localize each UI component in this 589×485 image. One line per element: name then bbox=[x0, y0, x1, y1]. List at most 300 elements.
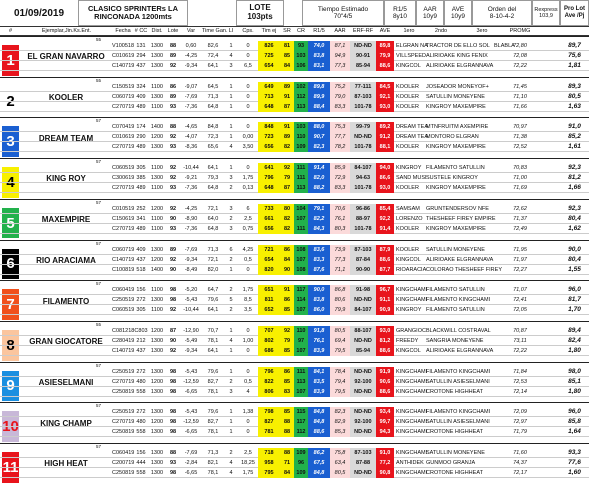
cell-cc: 480 bbox=[136, 378, 146, 385]
entry-number: 3 bbox=[2, 126, 19, 157]
column-header[interactable]: 2ndo bbox=[434, 28, 448, 34]
cell-cps: 0 bbox=[246, 165, 250, 172]
cell-sr: 91 bbox=[280, 92, 294, 102]
column-header[interactable]: AVE bbox=[379, 28, 391, 34]
cell-li: 4 bbox=[229, 460, 233, 466]
cell-prolot: 1,60 bbox=[568, 469, 581, 476]
cell-ave: 87,9 bbox=[376, 245, 394, 255]
column-header[interactable]: CR bbox=[297, 28, 305, 34]
race-row[interactable] bbox=[0, 336, 589, 346]
cell-tgan: 64,8 bbox=[207, 185, 219, 192]
cell-cps: 0,75 bbox=[242, 225, 254, 232]
horse-name[interactable]: EL GRAN NAVARRO bbox=[27, 52, 105, 62]
cell-first: KINGCHAMI bbox=[396, 429, 428, 436]
cell-aar: 82,3 bbox=[330, 407, 350, 417]
horse-name[interactable]: RIO ARACIAMA bbox=[36, 255, 96, 265]
cell-cr: 112 bbox=[294, 427, 308, 437]
cell-second: SATULLIN MONEYENE bbox=[426, 246, 485, 253]
cell-li: 1 bbox=[229, 327, 233, 334]
horse-name[interactable]: GRAN GIOCATORE bbox=[29, 337, 103, 347]
cell-cps: 1,38 bbox=[242, 409, 254, 416]
cell-lote: 98 bbox=[169, 419, 177, 426]
cell-third: BLABLA bbox=[494, 43, 515, 49]
cell-fecha: C150519 bbox=[112, 83, 135, 90]
cell-cr: 93 bbox=[294, 41, 308, 51]
cell-var: -7,69 bbox=[184, 246, 198, 253]
cell-sr: 91 bbox=[280, 285, 294, 295]
column-header[interactable]: R1/5 bbox=[313, 28, 325, 34]
race-row[interactable] bbox=[0, 448, 589, 458]
cell-lote: 89 bbox=[169, 93, 177, 100]
horse-name[interactable]: KING ROY bbox=[46, 174, 86, 184]
cell-second: THESHEEF FIREY EMPIRE bbox=[426, 215, 496, 222]
cell-cc: 558 bbox=[136, 470, 146, 476]
cell-fecha: C010619 bbox=[112, 134, 135, 141]
cell-third bbox=[492, 245, 506, 255]
cell-tgan: 64,0 bbox=[207, 215, 219, 222]
cell-lote: 98 bbox=[169, 409, 177, 416]
cell-erf: 92-100 bbox=[350, 377, 376, 387]
race-row[interactable] bbox=[0, 427, 589, 437]
cell-r15: 82,2 bbox=[308, 214, 330, 224]
cell-tgan: 79,6 bbox=[207, 409, 219, 416]
cell-prolot: 80,4 bbox=[568, 255, 581, 263]
cell-cps: 0,5 bbox=[244, 256, 252, 263]
race-title-line2: RINCONADA 1200mts bbox=[94, 12, 172, 21]
cell-erf: 90-91 bbox=[350, 51, 376, 61]
cell-cc: 437 bbox=[136, 63, 146, 69]
cell-timej: 648 bbox=[258, 183, 280, 193]
cell-cps: 2,5 bbox=[244, 215, 252, 222]
r15-value: 8y10 bbox=[392, 13, 408, 20]
cell-third bbox=[492, 183, 506, 193]
horse-name[interactable]: DREAM TEAM bbox=[38, 133, 94, 143]
cell-r15: 86,2 bbox=[308, 448, 330, 458]
cell-erf: 90-90 bbox=[350, 265, 376, 275]
cell-second: SANGRIA MONEYENE bbox=[426, 337, 484, 344]
prolot-value: Ave /Pj bbox=[564, 13, 585, 19]
cell-r15: 83,6 bbox=[308, 245, 330, 255]
cell-first: KINGCOL bbox=[396, 347, 421, 354]
race-row[interactable] bbox=[0, 458, 589, 468]
cell-r15: 76,1 bbox=[308, 336, 330, 346]
cell-cps: 0,5 bbox=[244, 378, 252, 385]
cell-lote: 98 bbox=[169, 287, 177, 294]
cell-tgan: 78,1 bbox=[207, 429, 219, 436]
race-row[interactable] bbox=[0, 346, 589, 356]
entry-group bbox=[0, 280, 589, 321]
cell-prolot: 85,1 bbox=[568, 377, 581, 385]
race-row[interactable] bbox=[0, 387, 589, 397]
cell-erf: 87-103 bbox=[350, 245, 376, 255]
lote-label: LOTE bbox=[249, 3, 271, 13]
cell-aar: 75,3 bbox=[330, 122, 350, 132]
cell-ave: 87,7 bbox=[376, 265, 394, 275]
cell-second: FILAMENTO SATULLIN bbox=[426, 287, 485, 294]
cell-cr: 109 bbox=[294, 468, 308, 478]
cell-ave: 88,6 bbox=[376, 346, 394, 356]
cell-sr: 84 bbox=[280, 61, 294, 71]
race-row[interactable] bbox=[0, 326, 589, 336]
cell-third bbox=[492, 173, 506, 183]
cell-sr: 84 bbox=[280, 255, 294, 265]
cell-third bbox=[492, 377, 506, 387]
cell-sr: 88 bbox=[280, 448, 294, 458]
column-header[interactable]: # bbox=[8, 28, 13, 34]
cell-erf: 87-103 bbox=[350, 92, 376, 102]
orden-box bbox=[472, 0, 532, 26]
race-row[interactable] bbox=[0, 102, 589, 112]
cell-cr: 103 bbox=[294, 122, 308, 132]
race-row[interactable] bbox=[0, 214, 589, 224]
cell-erf: 87-84 bbox=[350, 255, 376, 265]
cell-li: 1 bbox=[229, 429, 233, 436]
cell-second: ALIRIOAKE ELGRANNAVA bbox=[426, 63, 494, 69]
cell-li: 4 bbox=[229, 53, 233, 59]
cell-ave: 88,1 bbox=[376, 142, 394, 152]
column-header[interactable]: SR bbox=[283, 28, 291, 34]
cell-timej: 648 bbox=[258, 102, 280, 112]
cell-first: DREAM TEA bbox=[396, 124, 428, 131]
cell-sr: 87 bbox=[280, 102, 294, 112]
entry-group bbox=[0, 362, 589, 403]
cell-lote: 93 bbox=[169, 460, 177, 466]
lote-value: 103pts bbox=[247, 12, 273, 21]
cell-var: -7,69 bbox=[184, 450, 198, 456]
cell-erf: ND-ND bbox=[350, 132, 376, 142]
cell-sr: 84 bbox=[280, 468, 294, 478]
cell-tgan: 64,8 bbox=[207, 225, 219, 232]
cell-fecha: C250819 bbox=[112, 388, 135, 395]
cell-cps: 0 bbox=[246, 368, 250, 375]
cell-prolot: 1,66 bbox=[568, 184, 581, 192]
cell-sr: 87 bbox=[280, 183, 294, 193]
cell-aar: 76,1 bbox=[330, 214, 350, 224]
cell-promg: 72,80 bbox=[513, 43, 527, 49]
cell-ave: 86,6 bbox=[376, 173, 394, 183]
cell-prolot: 92,3 bbox=[568, 204, 581, 212]
cell-sr: 89 bbox=[280, 132, 294, 142]
entry-group bbox=[0, 199, 589, 240]
cell-prolot: 96,0 bbox=[568, 286, 581, 294]
cell-timej: 652 bbox=[258, 305, 280, 315]
cell-timej: 686 bbox=[258, 346, 280, 356]
cell-lote: 93 bbox=[169, 103, 177, 110]
cell-dist: 1300 bbox=[150, 460, 164, 466]
cell-lote: 92 bbox=[169, 175, 177, 182]
cell-lote: 87 bbox=[169, 327, 177, 334]
cell-dist: 1300 bbox=[150, 388, 164, 395]
race-row[interactable] bbox=[0, 255, 589, 265]
race-row[interactable] bbox=[0, 224, 589, 234]
horse-name[interactable]: ASIESELMANI bbox=[38, 377, 94, 387]
cell-fecha: C270719 bbox=[112, 103, 135, 110]
race-row[interactable] bbox=[0, 285, 589, 295]
cell-tgan: 64,8 bbox=[207, 103, 219, 110]
race-row[interactable] bbox=[0, 92, 589, 102]
cell-aar: 79,0 bbox=[330, 92, 350, 102]
cell-first: KINGCOL bbox=[396, 63, 421, 69]
race-row[interactable] bbox=[0, 265, 589, 275]
cell-fecha: V100518 bbox=[112, 43, 135, 49]
cell-cc: 272 bbox=[136, 297, 146, 304]
cell-aar: 79,9 bbox=[330, 305, 350, 315]
cell-lote: 90 bbox=[169, 266, 177, 273]
cell-r15: 88,2 bbox=[308, 183, 330, 193]
race-row[interactable] bbox=[0, 204, 589, 214]
rexpress-label: Rexpress bbox=[534, 6, 558, 13]
cell-cps: 0 bbox=[246, 83, 250, 90]
cell-var: -9,34 bbox=[184, 347, 198, 354]
cell-promg: 71,97 bbox=[513, 256, 527, 263]
cell-third bbox=[492, 51, 506, 61]
cell-dist: 1200 bbox=[150, 256, 164, 263]
prolot-label: Pro Lot bbox=[564, 6, 585, 13]
cell-tgan: 64,7 bbox=[207, 287, 219, 294]
cell-third bbox=[492, 417, 506, 427]
cell-aar: 79,5 bbox=[330, 387, 350, 397]
column-header[interactable]: Dist. bbox=[151, 28, 163, 34]
race-row[interactable] bbox=[0, 295, 589, 305]
race-row[interactable] bbox=[0, 41, 589, 51]
cell-r15: 74,0 bbox=[308, 41, 330, 51]
cell-second: COLORAO THESHEEF FIREY bbox=[426, 266, 502, 273]
cell-li: 3 bbox=[229, 388, 233, 395]
cell-first: ANTHIDEK bbox=[396, 460, 424, 466]
race-row[interactable] bbox=[0, 173, 589, 183]
column-header[interactable]: # CC bbox=[134, 28, 148, 34]
cell-r15: 79,1 bbox=[308, 204, 330, 214]
cell-timej: 848 bbox=[258, 122, 280, 132]
cell-third bbox=[492, 82, 506, 92]
cell-second: SATULLIN ASIESELMANI bbox=[426, 378, 490, 385]
cell-lote: 98 bbox=[169, 429, 177, 436]
cell-lote: 92 bbox=[169, 63, 177, 69]
cell-aar: 80,3 bbox=[330, 224, 350, 234]
horse-name[interactable]: KING CHAMP bbox=[40, 418, 92, 428]
column-header[interactable]: 1ero bbox=[403, 28, 415, 34]
column-header[interactable]: Fecha bbox=[115, 28, 131, 34]
cell-timej: 656 bbox=[258, 142, 280, 152]
cell-second: CROTONE HIGHHEAT bbox=[426, 388, 483, 395]
cell-second: FILAMENTO KINGCHAMI bbox=[426, 409, 491, 416]
race-row[interactable] bbox=[0, 407, 589, 417]
horse-name[interactable]: HIGH HEAT bbox=[44, 459, 88, 469]
race-row[interactable] bbox=[0, 367, 589, 377]
cell-aar: 85,3 bbox=[330, 427, 350, 437]
race-row[interactable] bbox=[0, 142, 589, 152]
column-header[interactable]: Cps. bbox=[242, 28, 254, 34]
cell-li: 6 bbox=[229, 246, 233, 253]
cell-cc: 385 bbox=[136, 175, 146, 182]
cell-second: FILAMENTO SATULLIN bbox=[426, 307, 485, 314]
cell-second: CROTONE HIGHHEAT bbox=[426, 429, 483, 436]
cell-tgan: 72,4 bbox=[207, 53, 219, 59]
cell-ave: 96,7 bbox=[376, 285, 394, 295]
cell-erf: 101-78 bbox=[350, 142, 376, 152]
cell-aar: 80,5 bbox=[330, 326, 350, 336]
race-row[interactable] bbox=[0, 61, 589, 71]
cell-first: KINGROY bbox=[396, 165, 422, 172]
cell-r15: 83,5 bbox=[308, 377, 330, 387]
column-header[interactable]: Var bbox=[186, 28, 196, 34]
cell-fecha: C010619 bbox=[112, 53, 135, 59]
cell-erf: ND-ND bbox=[350, 295, 376, 305]
cell-li: 2 bbox=[229, 378, 233, 385]
horse-name[interactable]: FILAMENTO bbox=[42, 296, 90, 306]
cell-cps: 3,50 bbox=[242, 144, 254, 151]
cell-erf: 101-78 bbox=[350, 102, 376, 112]
cell-promg: 70,83 bbox=[513, 165, 527, 172]
cell-first: KINGROY bbox=[396, 307, 422, 314]
cell-r15: 84,8 bbox=[308, 407, 330, 417]
cell-second: GUNMOO GRANJA bbox=[426, 460, 476, 466]
cell-cps: 0 bbox=[246, 347, 250, 354]
cell-var: -9,07 bbox=[184, 83, 198, 90]
cell-cps: 1,75 bbox=[242, 287, 254, 294]
cell-r15: 91,8 bbox=[308, 326, 330, 336]
cell-dist: 1300 bbox=[150, 450, 164, 456]
cell-fecha: C100819 bbox=[112, 266, 135, 273]
cell-fecha: C200719 bbox=[112, 460, 135, 466]
ave-value: 10y9 bbox=[450, 13, 466, 20]
cell-aar: 77,7 bbox=[330, 132, 350, 142]
cell-lote: 90 bbox=[169, 337, 177, 344]
cell-prolot: 93,3 bbox=[568, 449, 581, 456]
cell-prolot: 81,2 bbox=[568, 174, 581, 182]
cell-cr: 112 bbox=[294, 92, 308, 102]
cell-aar: 85,9 bbox=[330, 163, 350, 173]
cell-first: VILLSPEED bbox=[396, 53, 426, 59]
entry-number: 2 bbox=[2, 86, 19, 117]
cell-ave: 90,8 bbox=[376, 468, 394, 478]
column-header[interactable]: ERF-RF bbox=[352, 28, 374, 34]
entry-number: 10 bbox=[2, 411, 19, 442]
rexpress-box bbox=[532, 0, 560, 26]
cell-cr: 107 bbox=[294, 255, 308, 265]
column-header[interactable]: 3ero bbox=[476, 28, 488, 34]
cell-sr: 85 bbox=[280, 407, 294, 417]
race-row[interactable] bbox=[0, 417, 589, 427]
race-row[interactable] bbox=[0, 305, 589, 315]
race-row[interactable] bbox=[0, 183, 589, 193]
entry-group bbox=[0, 77, 589, 118]
cell-second: FILAMENTO KINGCHAMI bbox=[426, 368, 491, 375]
column-header[interactable]: Lote bbox=[167, 28, 179, 34]
entry-weight: 57 bbox=[96, 444, 102, 449]
cell-first: KINGCHAMI bbox=[396, 287, 428, 294]
race-row[interactable] bbox=[0, 132, 589, 142]
cell-erf: ND-ND bbox=[350, 427, 376, 437]
cell-second: ALIRIOAKE ELGRANNAVA bbox=[426, 347, 494, 354]
cell-fecha: C150619 bbox=[112, 215, 135, 222]
cell-lote: 92 bbox=[169, 165, 177, 172]
race-row[interactable] bbox=[0, 245, 589, 255]
cell-first: KINGCHAMI bbox=[396, 450, 428, 456]
cell-r15: 84,1 bbox=[308, 367, 330, 377]
cell-lote: 88 bbox=[169, 450, 177, 456]
race-date: 01/09/2019 bbox=[13, 7, 65, 19]
cell-cps: 18,25 bbox=[241, 460, 255, 466]
cell-prolot: 82,4 bbox=[568, 336, 581, 344]
cell-dist: 1300 bbox=[150, 93, 164, 100]
cell-third bbox=[492, 142, 506, 152]
cell-fecha: C270719 bbox=[112, 378, 135, 385]
cell-promg: 71,07 bbox=[513, 287, 527, 294]
cell-erf: ND-ND bbox=[350, 41, 376, 51]
horse-name[interactable]: MAXEMPIRE bbox=[41, 215, 91, 225]
cell-timej: 651 bbox=[258, 285, 280, 295]
cell-prolot: 96,0 bbox=[568, 408, 581, 416]
cell-dist: 1400 bbox=[150, 266, 164, 273]
cell-r15: 88,4 bbox=[308, 102, 330, 112]
race-row[interactable] bbox=[0, 51, 589, 61]
column-header[interactable]: Time Gan. bbox=[202, 28, 228, 34]
cell-first: ELGRAN NA bbox=[396, 43, 428, 49]
cell-cps: 0,00 bbox=[242, 134, 254, 141]
cell-aar: 80,5 bbox=[330, 468, 350, 478]
column-header[interactable]: AAR bbox=[334, 28, 346, 34]
cell-timej: 820 bbox=[258, 265, 280, 275]
race-row[interactable] bbox=[0, 82, 589, 92]
cell-cr: 108 bbox=[294, 265, 308, 275]
cell-aar: 78,2 bbox=[330, 142, 350, 152]
cell-var: -9,21 bbox=[184, 175, 198, 182]
cell-cr: 113 bbox=[294, 102, 308, 112]
cell-aar: 70,6 bbox=[330, 204, 350, 214]
cell-erf: ND-ND bbox=[350, 336, 376, 346]
race-row[interactable] bbox=[0, 377, 589, 387]
cell-cr: 111 bbox=[294, 163, 308, 173]
cell-sr: 90 bbox=[280, 265, 294, 275]
cell-var: -5,43 bbox=[184, 409, 198, 416]
cell-lote: 89 bbox=[169, 246, 177, 253]
cell-sr: 85 bbox=[280, 305, 294, 315]
cell-sr: 92 bbox=[280, 326, 294, 336]
cell-cps: 8,5 bbox=[244, 297, 252, 304]
race-row[interactable] bbox=[0, 468, 589, 478]
cell-cps: 0 bbox=[246, 429, 250, 436]
cell-lote: 88 bbox=[169, 43, 177, 49]
cell-second: SATULLIN MONEYENE bbox=[426, 93, 485, 100]
column-header[interactable]: Tim ej bbox=[261, 28, 277, 34]
cell-cc: 272 bbox=[136, 409, 146, 416]
cell-cc: 558 bbox=[136, 388, 146, 395]
race-row[interactable] bbox=[0, 163, 589, 173]
cell-dist: 1100 bbox=[151, 185, 163, 192]
race-row[interactable] bbox=[0, 122, 589, 132]
cell-tgan: 71,3 bbox=[207, 93, 219, 100]
cell-dist: 1100 bbox=[151, 83, 163, 90]
cell-fecha: C250819 bbox=[112, 470, 135, 476]
column-header[interactable]: LI bbox=[228, 28, 234, 34]
cell-prolot: 89,7 bbox=[568, 42, 581, 49]
cell-third bbox=[492, 122, 506, 132]
prolot-box bbox=[560, 0, 589, 26]
cell-var: -5,49 bbox=[184, 337, 198, 344]
column-header[interactable]: Ejemplar,Jin.Ks.Ent. bbox=[41, 28, 92, 34]
cell-ave: 93,4 bbox=[376, 407, 394, 417]
cell-third bbox=[492, 407, 506, 417]
cell-ave: 89,8 bbox=[376, 41, 394, 51]
cell-promg: 71,69 bbox=[513, 185, 527, 192]
cell-first: FREEDY bbox=[396, 337, 419, 344]
cell-promg: 72,08 bbox=[513, 53, 527, 59]
horse-name[interactable]: KOOLER bbox=[48, 93, 84, 103]
cell-erf: ND-ND bbox=[350, 387, 376, 397]
cell-sr: 83 bbox=[280, 387, 294, 397]
column-header[interactable]: PROMG bbox=[509, 28, 531, 34]
